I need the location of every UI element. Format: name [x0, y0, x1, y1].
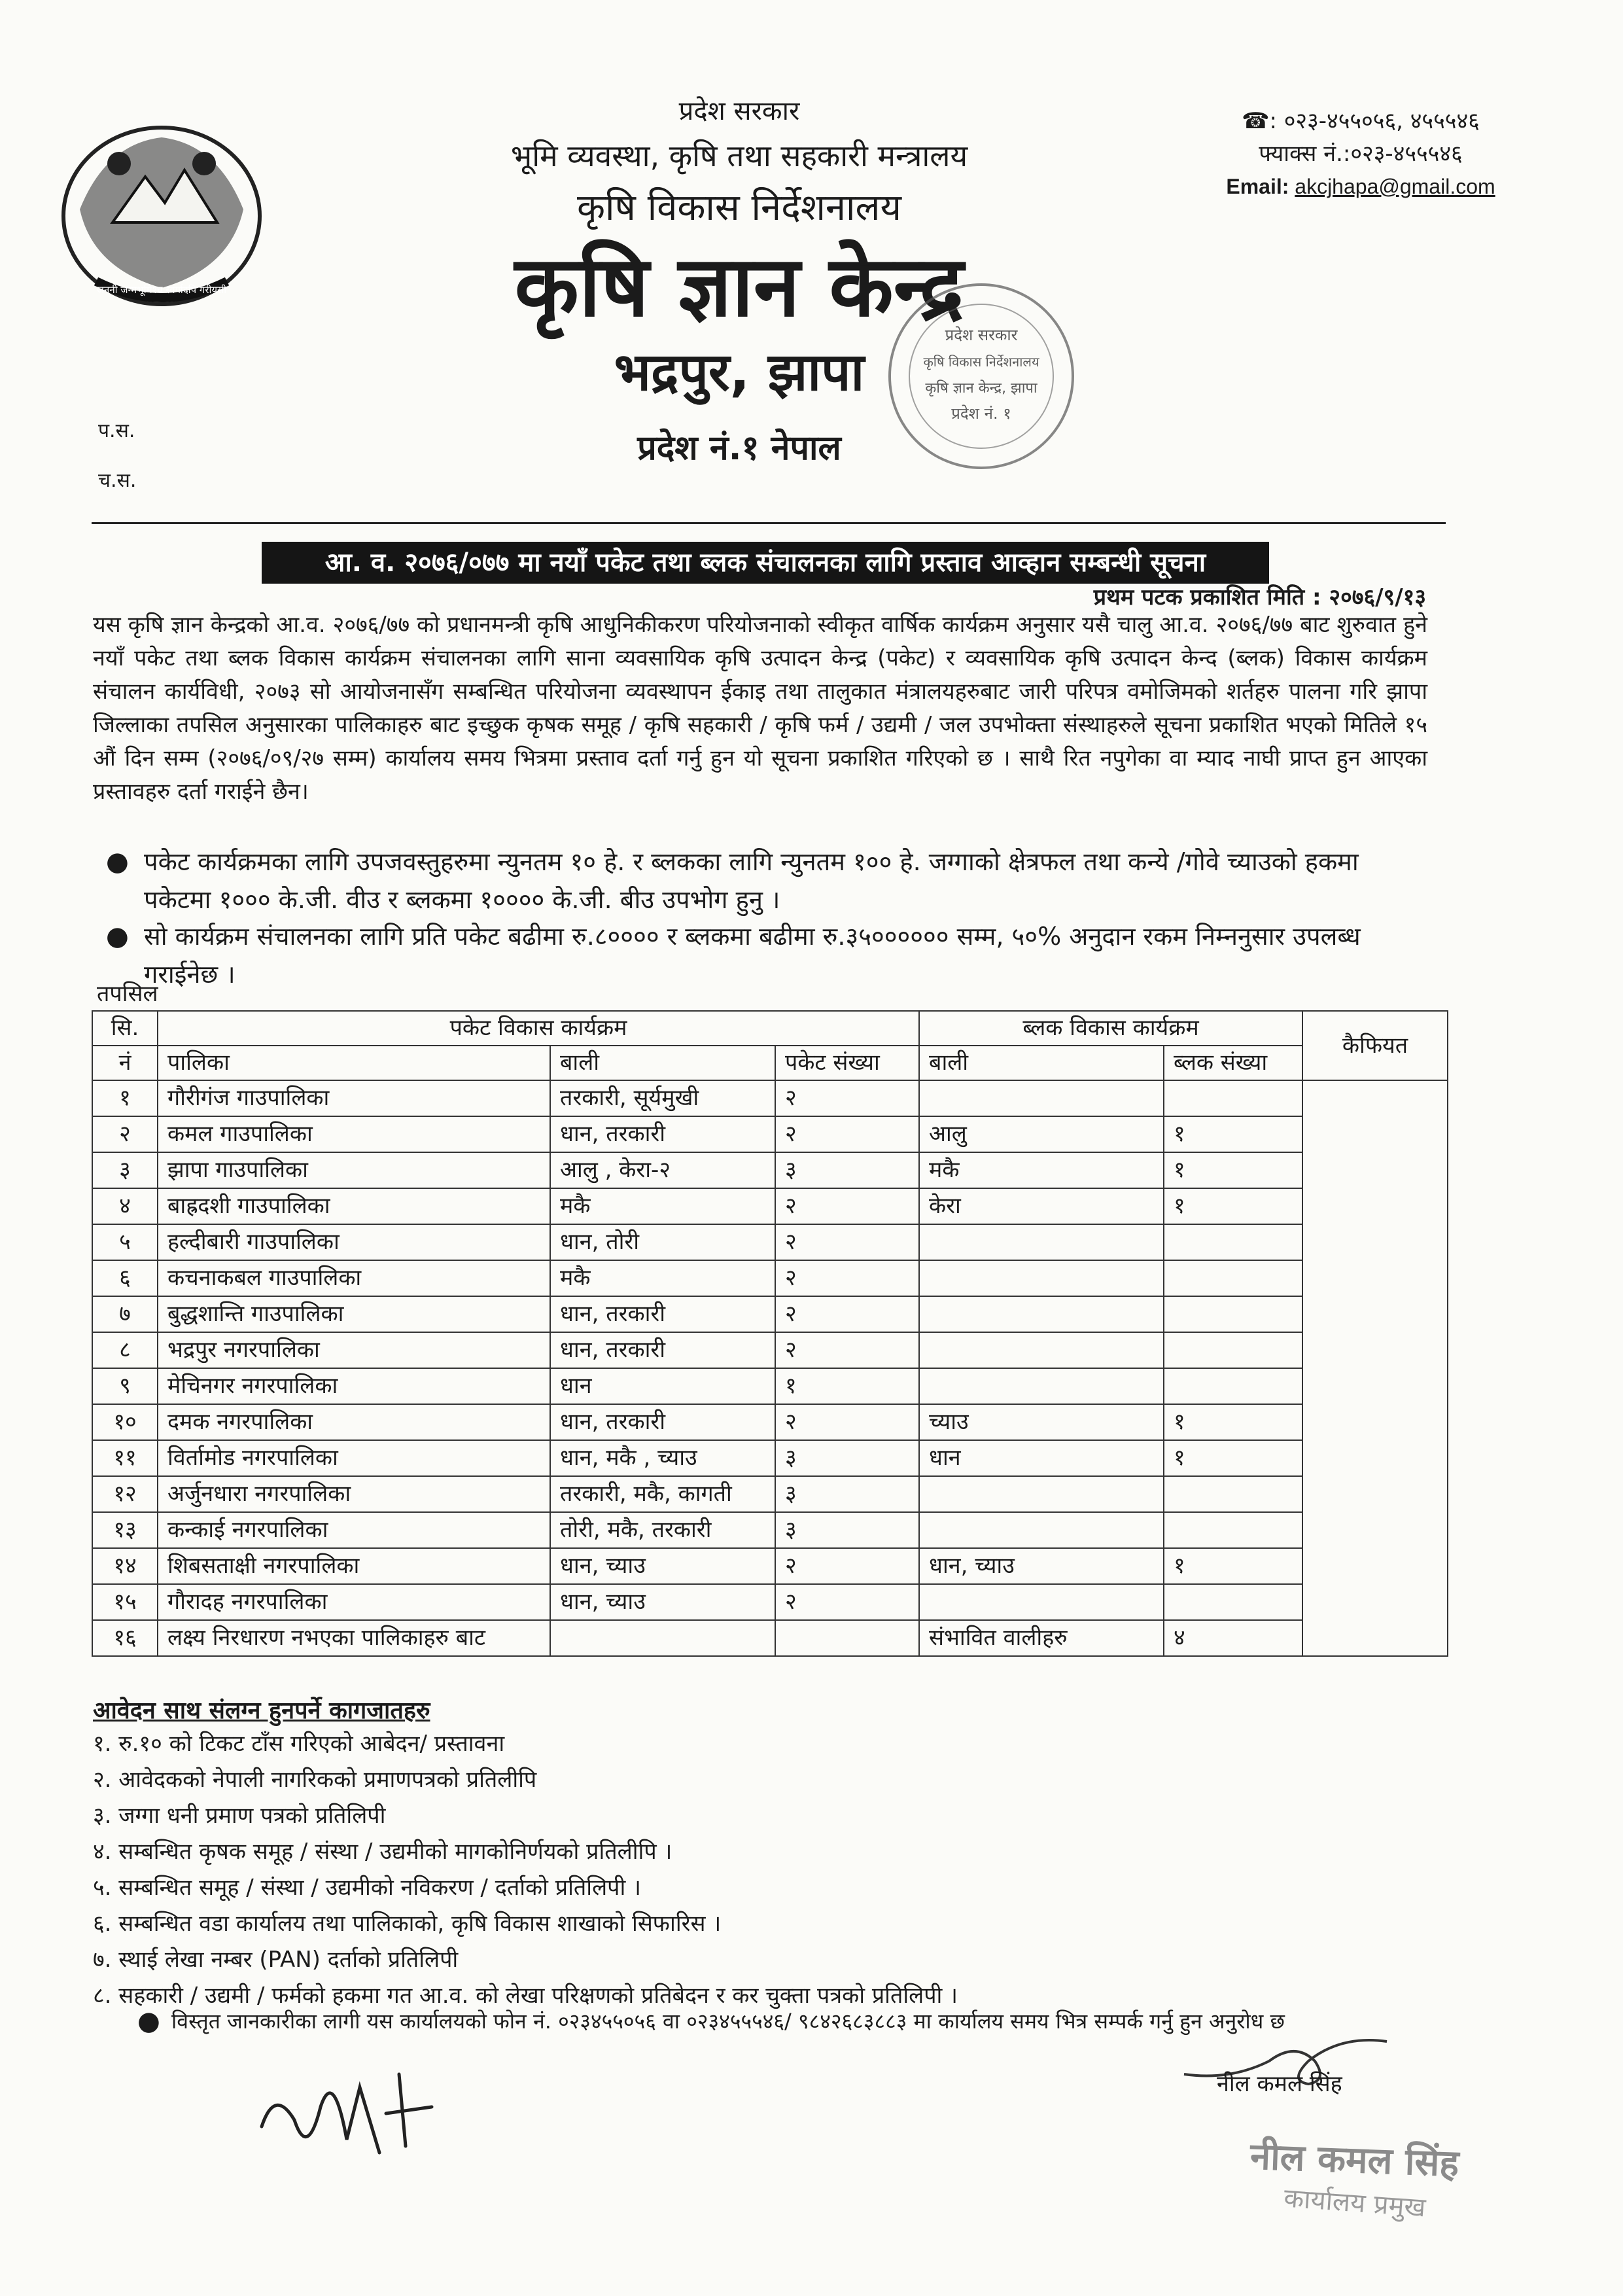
attachments-title: आवेदन साथ संलग्न हुनपर्ने कागजातहरु	[93, 1697, 430, 1724]
cell-palika: गौरादह नगरपालिका	[158, 1584, 550, 1620]
header-divider	[92, 522, 1446, 524]
cell-bali: धान, तरकारी	[550, 1116, 775, 1152]
table-subheader-row	[92, 1046, 1448, 1080]
cell-bali: मकै	[550, 1188, 775, 1224]
ref-chs: च.स.	[98, 469, 137, 492]
signature-left-icon	[249, 2048, 445, 2179]
stamp-name: नील कमल सिंह	[1249, 2135, 1460, 2185]
header-government: प्रदेश सरकार	[678, 96, 800, 126]
header-block-bali: बाली	[919, 1046, 1164, 1080]
cell-bali: धान, तरकारी	[550, 1332, 775, 1368]
cell-sn: ६	[92, 1260, 158, 1296]
cell-pocket-count: २	[775, 1404, 919, 1440]
bullet-text: सो कार्यक्रम संचालनका लागि प्रति पकेट बढीमा रु.८०००० र ब्लकमा बढीमा रु.३५०००००० सम्म, ५०% अनुदान रकम निम्ननुसार उपलब्ध गराईनेछ ।	[144, 922, 1361, 989]
table-row	[92, 1512, 1448, 1548]
seal-line-3: कृषि ज्ञान केन्द्र, झापा	[925, 380, 1038, 397]
cell-block-bali	[919, 1080, 1164, 1116]
attachments-list	[93, 1726, 958, 2014]
header-no: नं	[92, 1046, 158, 1080]
notice-body: यस कृषि ज्ञान केन्द्रको आ.व. २०७६/७७ को प्रधानमन्त्री कृषि आधुनिकीकरण परियोजनाको स्वीकृत वार्षिक कार्यक्रम अनुसार यसै चालु आ.व. २०७६/७७ बाट शुरुवात हुने नयाँ पकेट तथा ब्लक विकास कार्यक्रम संचालनका लागि साना व्यवसायिक कृषि उत्पादन केन्द्र (पकेट) र व्यवसायिक कृषि उत्पादन केन्द (ब्लक) विकास कार्यक्रम संचालन कार्यविधी, २०७३ सो आयोजनासँग सम्बन्धित परियोजना व्यवस्थापन ईकाइ तथा तालुकात मंत्रालयहरुबाट जारी परिपत्र वमोजिमको शर्तहरु पालना गरि झापा जिल्लाका तपसिल अनुसारका पालिकाहरु बाट इच्छुक कृषक समूह / कृषि सहकारी / कृषि फर्म / उद्यमी / जल उपभोक्ता संस्थाहरुले सूचना प्रकाशित भएको मितिले १५ औं दिन सम्म (२०७६/०९/२७ सम्म) कार्यालय समय भित्रमा प्रस्ताव दर्ता गर्नु हुन यो सूचना प्रकाशित गरिएको छ । साथै रित नपुगेका वा म्याद नाघी प्राप्त हुन आएका प्रस्तावहरु दर्ता गराईने छैन।	[93, 612, 1427, 805]
cell-block-count: १	[1164, 1116, 1302, 1152]
cell-block-count: १	[1164, 1440, 1302, 1476]
cell-sn: ४	[92, 1188, 158, 1224]
email-line	[1125, 170, 1596, 203]
tapsil-label: तपसिल	[97, 981, 158, 1007]
table-row	[92, 1476, 1448, 1512]
contact-block	[1125, 105, 1596, 203]
list-item: २. आवेदकको नेपाली नागरिकको प्रमाणपत्रको प्रतिलीपि	[93, 1767, 537, 1793]
cell-block-count: १	[1164, 1404, 1302, 1440]
cell-block-bali	[919, 1332, 1164, 1368]
table-row	[92, 1188, 1448, 1224]
cell-pocket-count: ३	[775, 1152, 919, 1188]
cell-sn: ११	[92, 1440, 158, 1476]
list-item: १. रु.१० को टिकट टाँस गरिएको आबेदन/ प्रस्तावना	[93, 1731, 505, 1757]
cell-sn: १६	[92, 1620, 158, 1656]
list-item: ६. सम्बन्धित वडा कार्यालय तथा पालिकाको, कृषि विकास शाखाको सिफारिस ।	[93, 1911, 722, 1937]
cell-block-bali	[919, 1476, 1164, 1512]
header-bali: बाली	[550, 1046, 775, 1080]
cell-pocket-count: २	[775, 1260, 919, 1296]
header-directorate: कृषि विकास निर्देशनालय	[577, 186, 901, 229]
header-ministry: भूमि व्यवस्था, कृषि तथा सहकारी मन्त्रालय	[510, 138, 968, 173]
cell-sn: ९	[92, 1368, 158, 1404]
cell-block-count: १	[1164, 1188, 1302, 1224]
cell-palika: अर्जुनधारा नगरपालिका	[158, 1476, 550, 1512]
cell-sn: ५	[92, 1224, 158, 1260]
stamp-title: कार्यालय प्रमुख	[1283, 2183, 1427, 2223]
cell-bali: धान, च्याउ	[550, 1584, 775, 1620]
cell-block-bali	[919, 1512, 1164, 1548]
signer-name: नील कमल सिंह	[1217, 2071, 1342, 2097]
cell-palika: गौरीगंज गाउपालिका	[158, 1080, 550, 1116]
cell-pocket-count: २	[775, 1116, 919, 1152]
table-row	[92, 1152, 1448, 1188]
list-item: ७. स्थाई लेखा नम्बर (PAN) दर्ताको प्रतिलिपी	[93, 1947, 459, 1973]
cell-palika: बाह्रदशी गाउपालिका	[158, 1188, 550, 1224]
header-office-name: कृषि ज्ञान केन्द्र	[514, 238, 964, 336]
fax-text: फ्याक्स नं.:०२३-४५५५४६	[1259, 141, 1463, 167]
cell-block-bali: मकै	[919, 1152, 1164, 1188]
table-row	[92, 1440, 1448, 1476]
cell-pocket-count: २	[775, 1188, 919, 1224]
bullet-dot-icon: ●	[137, 2006, 160, 2036]
cell-sn: १४	[92, 1548, 158, 1584]
table-row	[92, 1368, 1448, 1404]
cell-bali	[550, 1620, 775, 1656]
cell-pocket-count: १	[775, 1368, 919, 1404]
header-remarks: कैफियत	[1302, 1011, 1448, 1080]
cell-palika: विर्तामोड नगरपालिका	[158, 1440, 550, 1476]
table-row	[92, 1584, 1448, 1620]
cell-block-bali: संभावित वालीहरु	[919, 1620, 1164, 1656]
table-row	[92, 1296, 1448, 1332]
cell-bali: धान	[550, 1368, 775, 1404]
cell-block-bali	[919, 1224, 1164, 1260]
cell-palika: कचनाकबल गाउपालिका	[158, 1260, 550, 1296]
cell-block-count: १	[1164, 1152, 1302, 1188]
bullet-dot-icon: ●	[106, 921, 129, 951]
cell-sn: ८	[92, 1332, 158, 1368]
list-item: ८. सहकारी / उद्यमी / फर्मको हकमा गत आ.व. को लेखा परिक्षणको प्रतिबेदन र कर चुक्ता पत्रको प्रतिलिपी ।	[93, 1983, 958, 2009]
notice-title: आ. व. २०७६/०७७ मा नयाँ पकेट तथा ब्लक संचालनका लागि प्रस्ताव आव्हान सम्बन्धी सूचना	[262, 542, 1269, 584]
cell-bali: आलु , केरा-२	[550, 1152, 775, 1188]
cell-pocket-count: ३	[775, 1476, 919, 1512]
cell-palika: शिबसताक्षी नगरपालिका	[158, 1548, 550, 1584]
cell-sn: ३	[92, 1152, 158, 1188]
bullet-item	[106, 843, 1433, 919]
table-row	[92, 1080, 1448, 1116]
email-label: Email:	[1226, 175, 1289, 198]
cell-bali: धान, च्याउ	[550, 1548, 775, 1584]
list-item: ४. सम्बन्धित कृषक समूह / संस्था / उद्यमीको मागकोनिर्णयको प्रतिलीपि ।	[93, 1839, 672, 1865]
cell-block-count: १	[1164, 1548, 1302, 1584]
table-header-row	[92, 1011, 1448, 1046]
seal-line-4: प्रदेश नं. १	[951, 404, 1011, 423]
header-palika: पालिका	[158, 1046, 550, 1080]
cell-block-count	[1164, 1368, 1302, 1404]
cell-block-bali	[919, 1368, 1164, 1404]
cell-pocket-count: २	[775, 1224, 919, 1260]
cell-pocket-count: ३	[775, 1512, 919, 1548]
cell-palika: झापा गाउपालिका	[158, 1152, 550, 1188]
cell-bali: मकै	[550, 1260, 775, 1296]
ref-ps: प.स.	[98, 419, 135, 442]
seal-line-2: कृषि विकास निर्देशनालय	[923, 354, 1039, 370]
list-item: ५. सम्बन्धित समूह / संस्था / उद्यमीको नविकरण / दर्ताको प्रतिलिपी ।	[93, 1875, 641, 1901]
cell-bali: धान, मकै , च्याउ	[550, 1440, 775, 1476]
cell-palika: कमल गाउपालिका	[158, 1116, 550, 1152]
table-row	[92, 1620, 1448, 1656]
cell-bali: धान, तरकारी	[550, 1404, 775, 1440]
header-block-count: ब्लक संख्या	[1164, 1046, 1302, 1080]
table-body	[92, 1080, 1448, 1656]
cell-block-bali: धान, च्याउ	[919, 1548, 1164, 1584]
cell-palika: कन्काई नगरपालिका	[158, 1512, 550, 1548]
cell-sn: १५	[92, 1584, 158, 1620]
cell-palika: बुद्धशान्ति गाउपालिका	[158, 1296, 550, 1332]
program-table	[92, 1010, 1448, 1657]
table-row	[92, 1332, 1448, 1368]
emblem-motto: जननी जन्मभूमिश्च स्वर्गादपि गरीयसी	[96, 284, 227, 296]
cell-sn: ७	[92, 1296, 158, 1332]
bullet-dot-icon: ●	[106, 847, 129, 877]
name-stamp-icon	[1217, 2133, 1492, 2231]
cell-palika: मेचिनगर नगरपालिका	[158, 1368, 550, 1404]
nepal-emblem-icon	[41, 118, 283, 327]
cell-bali: तरकारी, मकै, कागती	[550, 1476, 775, 1512]
list-item: ३. जग्गा धनी प्रमाण पत्रको प्रतिलिपी	[93, 1803, 386, 1829]
cell-block-bali	[919, 1260, 1164, 1296]
cell-block-bali	[919, 1584, 1164, 1620]
table-row	[92, 1404, 1448, 1440]
cell-block-count	[1164, 1332, 1302, 1368]
cell-remarks	[1302, 1080, 1448, 1656]
published-date: प्रथम पटक प्रकाशित मिति : २०७६/९/१३	[1093, 584, 1426, 610]
cell-pocket-count: ३	[775, 1440, 919, 1476]
cell-pocket-count: २	[775, 1584, 919, 1620]
table-row	[92, 1260, 1448, 1296]
cell-pocket-count: २	[775, 1332, 919, 1368]
cell-block-bali	[919, 1296, 1164, 1332]
cell-block-bali: केरा	[919, 1188, 1164, 1224]
cell-bali: धान, तरकारी	[550, 1296, 775, 1332]
office-seal-icon	[870, 268, 1092, 484]
header-place: भद्रपुर, झापा	[614, 342, 865, 402]
cell-sn: १२	[92, 1476, 158, 1512]
cell-block-count	[1164, 1224, 1302, 1260]
bullet-item	[106, 917, 1433, 993]
header-province: प्रदेश नं.१ नेपाल	[637, 429, 841, 468]
cell-block-bali: धान	[919, 1440, 1164, 1476]
cell-palika: हल्दीबारी गाउपालिका	[158, 1224, 550, 1260]
cell-sn: १०	[92, 1404, 158, 1440]
bullet-text: पकेट कार्यक्रमका लागि उपजवस्तुहरुमा न्युनतम १० हे. र ब्लकका लागि न्युनतम १०० हे. जग्गाको क्षेत्रफल तथा कन्ये /गोवे च्याउको हकमा पकेटमा १००० के.जी. वीउ र ब्लकमा १०००० के.जी. बीउ उपभोग हुनु ।	[144, 847, 1359, 914]
cell-block-count	[1164, 1296, 1302, 1332]
cell-block-count	[1164, 1476, 1302, 1512]
cell-block-bali: आलु	[919, 1116, 1164, 1152]
cell-bali: धान, तोरी	[550, 1224, 775, 1260]
cell-pocket-count: २	[775, 1080, 919, 1116]
header-pocket-program: पकेट विकास कार्यक्रम	[158, 1011, 919, 1046]
table-row	[92, 1224, 1448, 1260]
cell-sn: १	[92, 1080, 158, 1116]
cell-sn: २	[92, 1116, 158, 1152]
cell-block-bali: च्याउ	[919, 1404, 1164, 1440]
cell-block-count	[1164, 1584, 1302, 1620]
cell-pocket-count	[775, 1620, 919, 1656]
cell-pocket-count: २	[775, 1296, 919, 1332]
header-block-program: ब्लक विकास कार्यक्रम	[919, 1011, 1302, 1046]
table-row	[92, 1548, 1448, 1584]
cell-bali: तोरी, मकै, तरकारी	[550, 1512, 775, 1548]
cell-sn: १३	[92, 1512, 158, 1548]
cell-palika: लक्ष्य निरधारण नभएका पालिकाहरु बाट	[158, 1620, 550, 1656]
closing-text: विस्तृत जानकारीका लागी यस कार्यालयको फोन नं. ०२३४५५०५६ वा ०२३४५५५४६/ ९८४२६८३८८३ मा कार्यालय समय भित्र सम्पर्क गर्नु हुन अनुरोध छ	[171, 2009, 1285, 2034]
cell-block-count	[1164, 1260, 1302, 1296]
table-row	[92, 1116, 1448, 1152]
cell-pocket-count: २	[775, 1548, 919, 1584]
phone-text: ☎: ०२३-४५५०५६, ४५५५४६	[1242, 108, 1480, 134]
cell-block-count	[1164, 1512, 1302, 1548]
cell-palika: भद्रपुर नगरपालिका	[158, 1332, 550, 1368]
email-link[interactable]: akcjhapa@gmail.com	[1295, 175, 1495, 198]
seal-line-1: प्रदेश सरकार	[945, 326, 1018, 344]
header-sn: सि.	[92, 1011, 158, 1046]
header-pocket-count: पकेट संख्या	[775, 1046, 919, 1080]
cell-palika: दमक नगरपालिका	[158, 1404, 550, 1440]
cell-bali: तरकारी, सूर्यमुखी	[550, 1080, 775, 1116]
cell-block-count	[1164, 1080, 1302, 1116]
cell-block-count: ४	[1164, 1620, 1302, 1656]
